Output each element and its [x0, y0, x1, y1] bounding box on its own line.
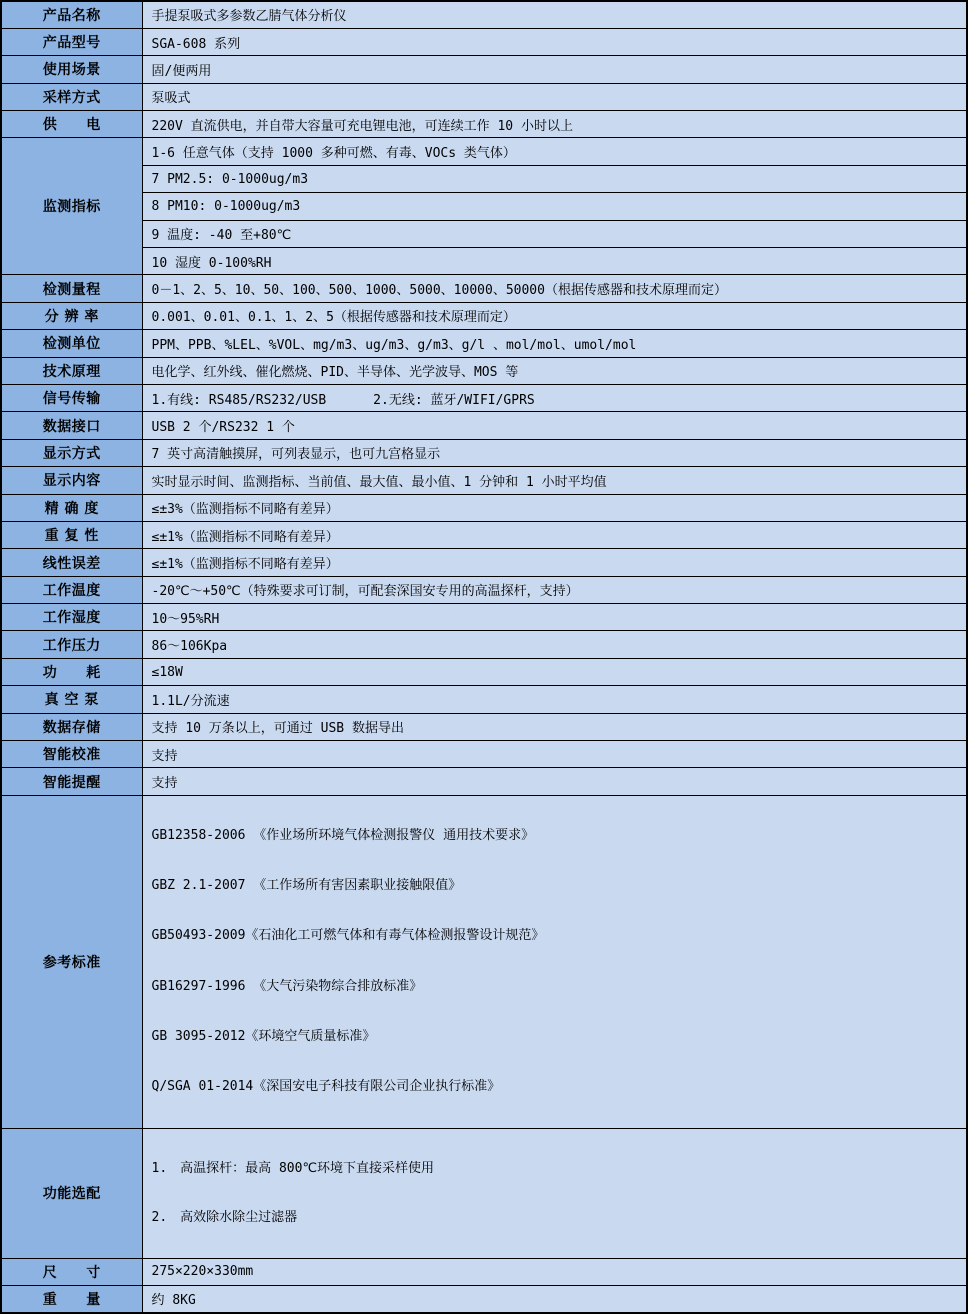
row-value: 支持 10 万条以上，可通过 USB 数据导出	[142, 713, 967, 740]
row-label: 精 确 度	[1, 494, 142, 521]
row-label: 监测指标	[1, 138, 142, 275]
row-label: 线性误差	[1, 549, 142, 576]
option-line: 1. 高温探杆：最高 800℃环境下直接采样使用	[151, 1160, 435, 1176]
row-value: 1-6 任意气体（支持 1000 多种可燃、有毒、VOCs 类气体）	[142, 138, 967, 165]
row-label: 参考标准	[1, 795, 142, 1128]
spec-row-smart-calibration	[1, 741, 967, 768]
row-value: 手提泵吸式多参数乙腈气体分析仪	[142, 1, 967, 28]
spec-row-working-temperature	[1, 576, 967, 603]
spec-row-power-supply	[1, 111, 967, 138]
row-label: 工作压力	[1, 631, 142, 658]
row-value: 275×220×330mm	[142, 1258, 967, 1285]
spec-row-resolution	[1, 302, 967, 329]
row-label: 智能提醒	[1, 768, 142, 795]
spec-row-linearity-error	[1, 549, 967, 576]
row-value: USB 2 个/RS232 1 个	[142, 412, 967, 439]
row-value: 0.001、0.01、0.1、1、2、5（根据传感器和技术原理而定）	[142, 302, 967, 329]
spec-row-display-content	[1, 467, 967, 494]
spec-row-vacuum-pump	[1, 686, 967, 713]
row-label: 采样方式	[1, 83, 142, 110]
row-label: 显示内容	[1, 467, 142, 494]
spec-row-dimensions	[1, 1258, 967, 1285]
spec-row-power-consumption	[1, 658, 967, 685]
row-label: 重 复 性	[1, 521, 142, 548]
spec-row-working-humidity	[1, 604, 967, 631]
spec-row-sampling-method	[1, 83, 967, 110]
spec-row-monitor-items	[1, 220, 967, 247]
row-value: 1.有线: RS485/RS232/USB 2.无线: 蓝牙/WIFI/GPRS	[142, 384, 967, 411]
row-value: ≤±3%（监测指标不同略有差异）	[142, 494, 967, 521]
option-line: 2. 高效除水除尘过滤器	[151, 1210, 298, 1226]
spec-row-data-interface	[1, 412, 967, 439]
row-value: ≤18W	[142, 658, 967, 685]
row-value	[142, 795, 967, 1128]
spec-row-usage-scene	[1, 56, 967, 83]
row-value: ≤±1%（监测指标不同略有差异）	[142, 549, 967, 576]
row-label: 智能校准	[1, 741, 142, 768]
standard-line: Q/SGA 01-2014《深国安电子科技有限公司企业执行标准》	[151, 1079, 501, 1095]
spec-row-smart-reminder	[1, 768, 967, 795]
standard-line: GB12358-2006 《作业场所环境气体检测报警仪 通用技术要求》	[151, 827, 535, 843]
row-label: 使用场景	[1, 56, 142, 83]
row-value: 1.1L/分流速	[142, 686, 967, 713]
row-value: 8 PM10: 0-1000ug/m3	[142, 193, 967, 220]
spec-row-monitor-items	[1, 193, 967, 220]
spec-row-monitor-items	[1, 138, 967, 165]
spec-row-optional-features	[1, 1128, 967, 1258]
row-label: 检测量程	[1, 275, 142, 302]
spec-row-monitor-items	[1, 165, 967, 192]
row-value: 7 PM2.5: 0-1000ug/m3	[142, 165, 967, 192]
spec-row-repeatability	[1, 521, 967, 548]
spec-row-signal-transmission	[1, 384, 967, 411]
spec-row-reference-standards	[1, 795, 967, 1128]
row-value: 220V 直流供电，并自带大容量可充电锂电池，可连续工作 10 小时以上	[142, 111, 967, 138]
row-value: 固/便两用	[142, 56, 967, 83]
row-value: PPM、PPB、%LEL、%VOL、mg/m3、ug/m3、g/m3、g/l 、mol/mol、umol/mol	[142, 330, 967, 357]
row-value: 约 8KG	[142, 1286, 967, 1313]
row-label: 技术原理	[1, 357, 142, 384]
row-label: 重 量	[1, 1286, 142, 1313]
row-label: 产品名称	[1, 1, 142, 28]
spec-row-product-name	[1, 1, 967, 28]
standard-line: GB50493-2009《石油化工可燃气体和有毒气体检测报警设计规范》	[151, 928, 545, 944]
row-value: 10 湿度 0-100%RH	[142, 248, 967, 275]
spec-row-tech-principle	[1, 357, 967, 384]
row-value: 支持	[142, 768, 967, 795]
row-label: 显示方式	[1, 439, 142, 466]
spec-row-weight	[1, 1286, 967, 1313]
spec-row-detection-unit	[1, 330, 967, 357]
row-value: 实时显示时间、监测指标、当前值、最大值、最小值、1 分钟和 1 小时平均值	[142, 467, 967, 494]
spec-row-accuracy	[1, 494, 967, 521]
row-label: 产品型号	[1, 28, 142, 55]
row-label: 功能选配	[1, 1128, 142, 1258]
row-value: SGA-608 系列	[142, 28, 967, 55]
row-value: 0－1、2、5、10、50、100、500、1000、5000、10000、50000（根据传感器和技术原理而定）	[142, 275, 967, 302]
row-label: 工作湿度	[1, 604, 142, 631]
spec-row-model	[1, 28, 967, 55]
row-value: ≤±1%（监测指标不同略有差异）	[142, 521, 967, 548]
row-label: 真 空 泵	[1, 686, 142, 713]
row-value: 支持	[142, 741, 967, 768]
standard-line: GBZ 2.1-2007 《工作场所有害因素职业接触限值》	[151, 878, 462, 894]
spec-row-monitor-items	[1, 248, 967, 275]
row-label: 功 耗	[1, 658, 142, 685]
row-label: 检测单位	[1, 330, 142, 357]
row-label: 信号传输	[1, 384, 142, 411]
row-value: 86～106Kpa	[142, 631, 967, 658]
row-label: 尺 寸	[1, 1258, 142, 1285]
standard-line: GB 3095-2012《环境空气质量标准》	[151, 1029, 376, 1045]
row-value: 电化学、红外线、催化燃烧、PID、半导体、光学波导、MOS 等	[142, 357, 967, 384]
row-label: 供 电	[1, 111, 142, 138]
spec-row-display-mode	[1, 439, 967, 466]
row-label: 数据存储	[1, 713, 142, 740]
row-value: -20℃～+50℃（特殊要求可订制，可配套深国安专用的高温探杆，支持）	[142, 576, 967, 603]
row-value: 10～95%RH	[142, 604, 967, 631]
row-label: 数据接口	[1, 412, 142, 439]
spec-row-data-storage	[1, 713, 967, 740]
row-label: 分 辨 率	[1, 302, 142, 329]
row-value	[142, 1128, 967, 1258]
standard-line: GB16297-1996 《大气污染物综合排放标准》	[151, 978, 423, 994]
row-value: 7 英寸高清触摸屏，可列表显示，也可九宫格显示	[142, 439, 967, 466]
spec-row-working-pressure	[1, 631, 967, 658]
row-value: 泵吸式	[142, 83, 967, 110]
row-value: 9 温度: -40 至+80℃	[142, 220, 967, 247]
spec-row-detection-range	[1, 275, 967, 302]
row-label: 工作温度	[1, 576, 142, 603]
